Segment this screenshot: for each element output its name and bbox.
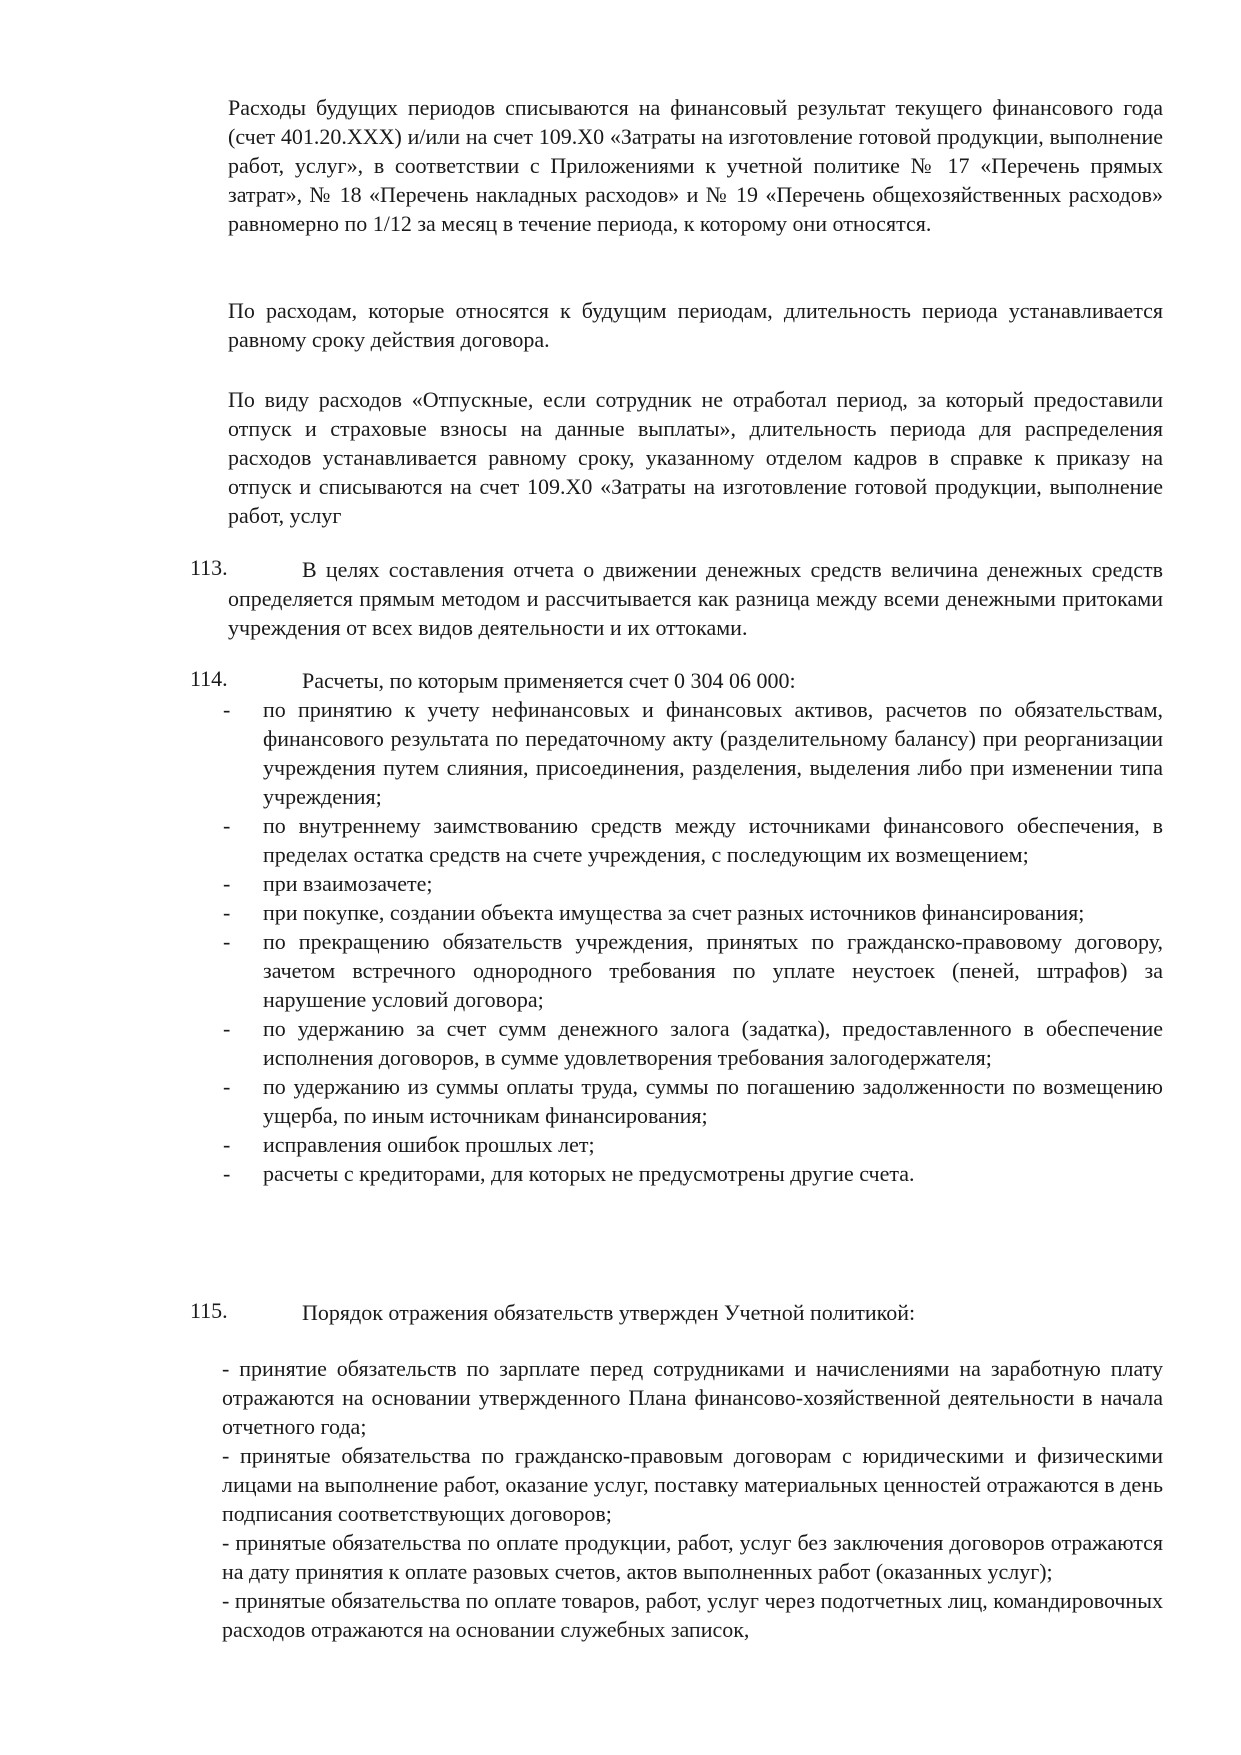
list-item: - принятие обязательств по зарплате перед сотрудниками и начислениями на заработную плату отражаются на основании утвержденного Плана финансово-хозяйственной деятельности в начала отчетного года; <box>222 1356 1163 1439</box>
item-113-number: 113. <box>190 555 228 580</box>
item-115-text: Порядок отражения обязательств утвержден Учетной политикой: <box>302 1300 916 1325</box>
list-item: - исправления ошибок прошлых лет; <box>215 1130 1163 1159</box>
paragraph-deferred-expenses: Расходы будущих периодов списываются на финансовый результат текущего финансового года (счет 401.20.XXX) и/или на счет 109.Х0 «Затраты на изготовление готовой продукции, выполнение работ, услуг», в соответствии с Приложениями к учетной политике № 17 «Перечень прямых затрат», № 18 «Перечень накладных расходов» и № 19 «Перечень общехозяйственных расходов» равномерно по 1/12 за месяц в течение периода, к которому они относятся. <box>228 95 1163 236</box>
list-item: - по прекращению обязательств учреждения, принятых по гражданско-правовому договору, зачетом встречного однородного требования по уплате неустоек (пеней, штрафов) за нарушение условий договора; <box>215 927 1163 1014</box>
list-item: - принятые обязательства по гражданско-правовым договорам с юридическими и физическими лицами на выполнение работ, оказание услуг, поставку материальных ценностей отражаются в день подписания соответствующих договоров; <box>222 1443 1163 1526</box>
list-item: - при покупке, создании объекта имущества за счет разных источников финансирования; <box>215 898 1163 927</box>
list-item: - принятые обязательства по оплате товаров, работ, услуг через подотчетных лиц, командировочных расходов отражаются на основании служебных записок, <box>222 1588 1163 1642</box>
item-114-bullet-list <box>215 695 1163 1188</box>
item-114-number: 114. <box>190 666 228 691</box>
item-115-obligation-lines <box>222 1354 1163 1644</box>
list-item: - принятые обязательства по оплате продукции, работ, услуг без заключения договоров отражаются на дату принятия к оплате разовых счетов, актов выполненных работ (оказанных услуг); <box>222 1530 1163 1584</box>
list-item: - по принятию к учету нефинансовых и финансовых активов, расчетов по обязательствам, финансового результата по передаточному акту (разделительному балансу) при реорганизации учреждения путем слияния, присоединения, разделения, выделения либо при изменении типа учреждения; <box>215 695 1163 811</box>
list-item: - по удержанию за счет сумм денежного залога (задатка), предоставленного в обеспечение исполнения договоров, в сумме удовлетворения требования залогодержателя; <box>215 1014 1163 1072</box>
list-item: - при взаимозачете; <box>215 869 1163 898</box>
paragraph-future-period-duration: По расходам, которые относятся к будущим периодам, длительность периода устанавливается равному сроку действия договора. <box>228 298 1163 352</box>
list-item: - расчеты с кредиторами, для которых не предусмотрены другие счета. <box>215 1159 1163 1188</box>
list-item: - по удержанию из суммы оплаты труда, суммы по погашению задолженности по возмещению ущерба, по иным источникам финансирования; <box>215 1072 1163 1130</box>
list-item: - по внутреннему заимствованию средств между источниками финансового обеспечения, в пределах остатка средств на счете учреждения, с последующим их возмещением; <box>215 811 1163 869</box>
paragraph-vacation-expenses: По виду расходов «Отпускные, если сотрудник не отработал период, за который предоставили отпуск и страховые взносы на данные выплаты», длительность периода для распределения расходов устанавливается равному сроку, указанному отделом кадров в справке к приказу на отпуск и списываются на счет 109.Х0 «Затраты на изготовление готовой продукции, выполнение работ, услуг <box>228 387 1163 528</box>
item-113-text: В целях составления отчета о движении денежных средств величина денежных средств определяется прямым методом и рассчитывается как разница между всеми денежными притоками учреждения от всех видов деятельности и их оттоками. <box>228 557 1163 640</box>
item-114-text: Расчеты, по которым применяется счет 0 304 06 000: <box>302 668 796 693</box>
item-115-number: 115. <box>190 1298 228 1323</box>
